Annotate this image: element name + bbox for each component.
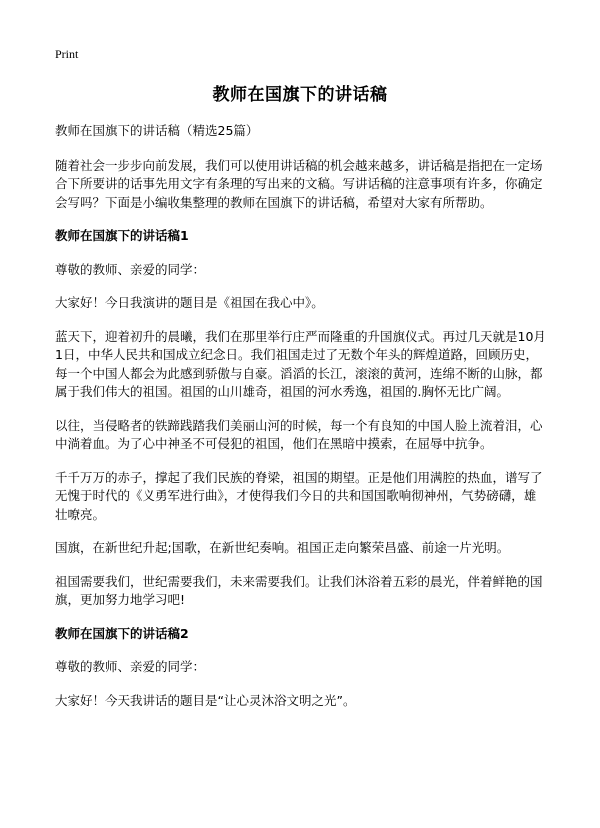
section-1-paragraph-2: 大家好！今日我演讲的题目是《祖国在我心中》。 xyxy=(55,295,324,310)
section-1-paragraph-1: 尊敬的教师、亲爱的同学： xyxy=(55,261,206,277)
document-subtitle: 教师在国旗下的讲话稿（精选25篇） xyxy=(55,123,259,138)
section-2-paragraph-2: 大家好！今天我讲话的题目是“让心灵沐浴文明之光”。 xyxy=(55,692,356,708)
section-1-paragraph-6: 国旗，在新世纪升起;国歌，在新世纪奏响。祖国正走向繁荣昌盛、前途一片光明。 xyxy=(55,540,510,555)
print-link[interactable]: Print xyxy=(55,47,79,61)
section-1-paragraph-4: 以往，当侵略者的铁蹄践踏我们美丽山河的时候，每一个有良知的中国人脸上流着泪，心中淌着血。为了心中神圣不可侵犯的祖国，他们在黑暗中摸索，在屈辱中抗争。 xyxy=(55,417,543,451)
section-1-paragraph-7: 祖国需要我们，世纪需要我们，未来需要我们。让我们沐浴着五彩的晨光，伴着鲜艳的国旗，更加努力地学习吧! xyxy=(55,573,543,607)
section-2-paragraph-1: 尊敬的教师、亲爱的同学： xyxy=(55,659,206,674)
section-heading-1: 教师在国旗下的讲话稿1 xyxy=(55,228,189,243)
section-1-paragraph-3: 蓝天下，迎着初升的晨曦，我们在那里举行庄严而隆重的升国旗仪式。再过几天就是10月1日，中华人民共和国成立纪念日。我们祖国走过了无数个年头的辉煌道路，回顾历史，每一个中国人都会为此感到骄傲与自豪。滔滔的长江，滚滚的黄河，连绵不断的山脉，都属于我们伟大的祖国。祖国的山川雄奇，祖国的河水秀逸，祖国的.胸怀无比广阔。 xyxy=(55,328,546,399)
intro-paragraph: 随着社会一步步向前发展，我们可以使用讲话稿的机会越来越多，讲话稿是指把在一定场合下所要讲的话事先用文字有条理的写出来的文稿。写讲话稿的注意事项有许多，你确定会写吗？下面是小编收集整理的教师在国旗下的讲话稿，希望对大家有所帮助。 xyxy=(55,157,543,210)
section-1-paragraph-5: 千千万万的赤子，撑起了我们民族的脊梁，祖国的期望。正是他们用满腔的热血，谱写了无愧于时代的《义勇军进行曲》，才使得我们今日的共和国国歌响彻神州，气势磅礴，雄壮嘹亮。 xyxy=(55,469,543,522)
section-heading-2: 教师在国旗下的讲话稿2 xyxy=(55,625,189,641)
document-body xyxy=(55,122,547,725)
page-title: 教师在国旗下的讲话稿 xyxy=(212,85,388,105)
